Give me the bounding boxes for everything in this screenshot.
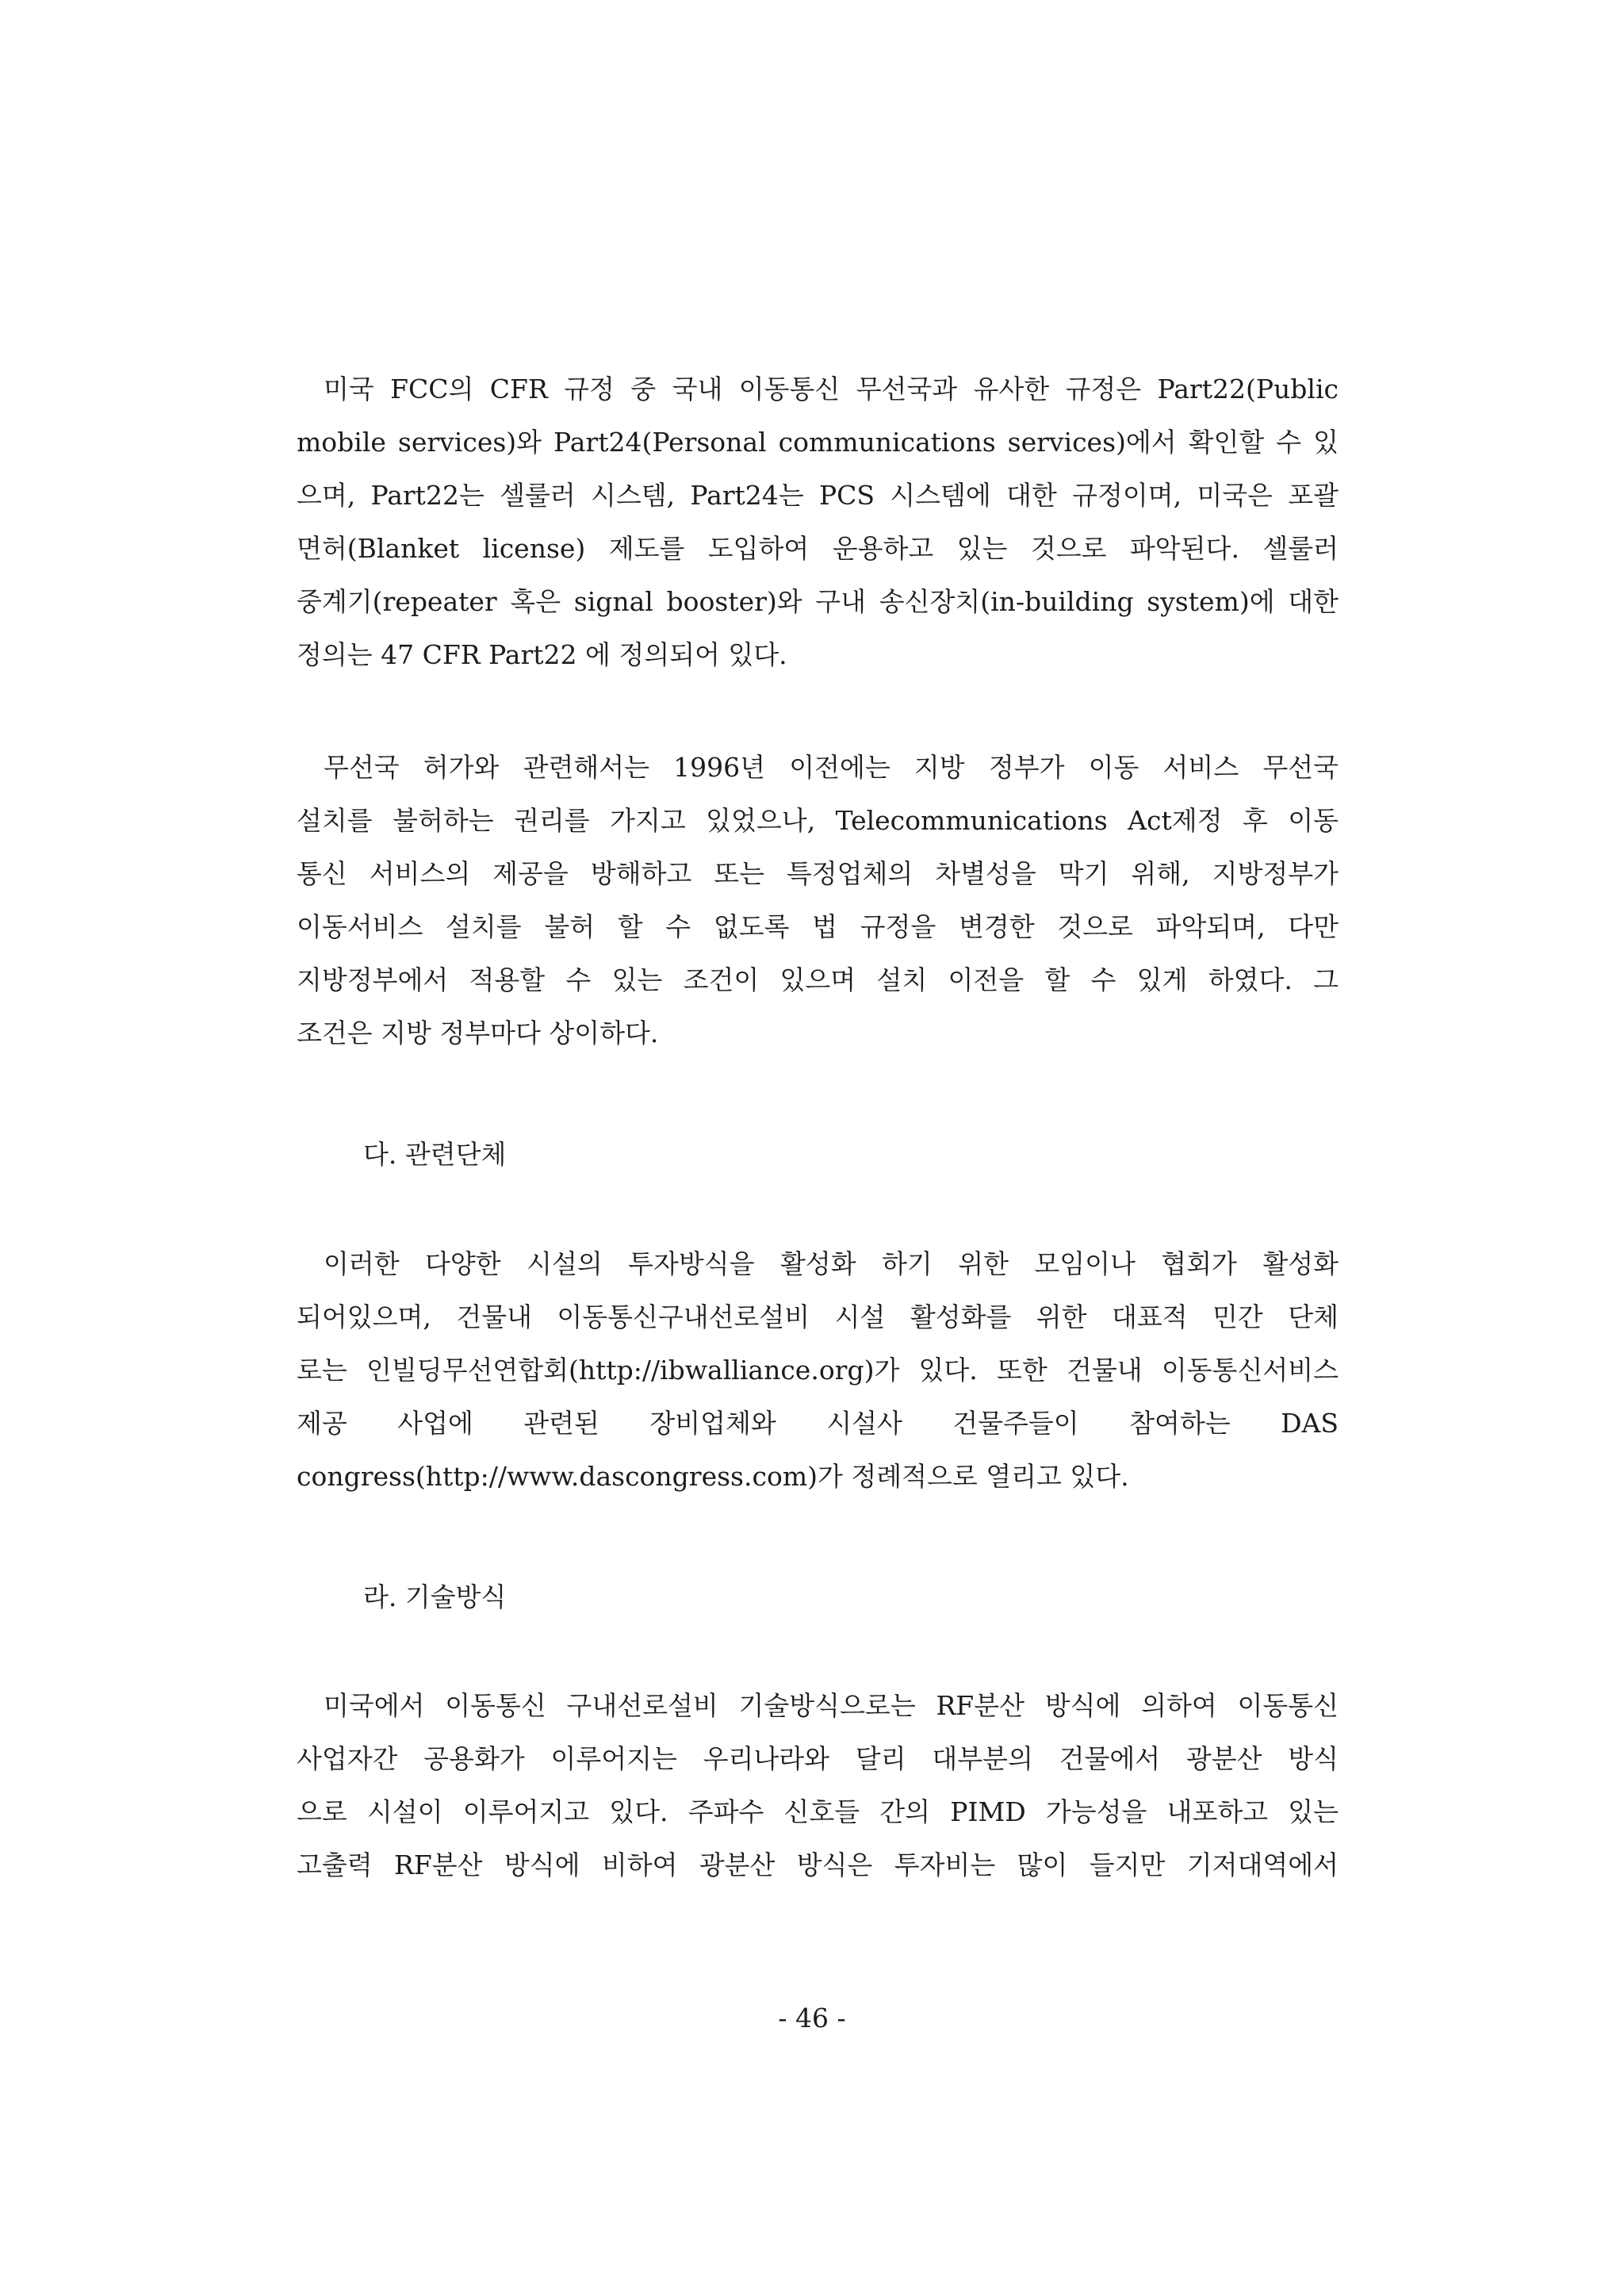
- text-line: congress(http://www.dascongress.com)가 정례적으로 열리고 있다.: [297, 1461, 1129, 1492]
- section-heading-technical-methods: 라. 기술방식: [363, 1581, 507, 1612]
- text-line: 조건은 지방 정부마다 상이하다.: [297, 1018, 659, 1048]
- text-line: 되어있으며, 건물내 이동통신구내선로설비 시설 활성화를 위한 대표적 민간 단체: [297, 1301, 1339, 1332]
- text-line: 미국에서 이동통신 구내선로설비 기술방식으로는 RF분산 방식에 의하여 이동통신: [324, 1690, 1339, 1721]
- text-line: 제공 사업에 관련된 장비업체와 시설사 건물주들이 참여하는 DAS: [297, 1408, 1339, 1439]
- text-line: 로는 인빌딩무선연합회(http://ibwalliance.org)가 있다. 또한 건물내 이동통신서비스: [297, 1355, 1339, 1386]
- text-line: 통신 서비스의 제공을 방해하고 또는 특정업체의 차별성을 막기 위해, 지방정부가: [297, 858, 1339, 889]
- paragraph-organizations: [297, 1237, 1339, 1503]
- paragraph-station-permits: [297, 741, 1339, 1060]
- text-line: mobile services)와 Part24(Personal communications services)에서 확인할 수 있: [297, 427, 1339, 458]
- page-number: - 46 -: [778, 2003, 846, 2033]
- text-line: 이러한 다양한 시설의 투자방식을 활성화 하기 위한 모임이나 협회가 활성화: [324, 1248, 1339, 1279]
- text-line: 이동서비스 설치를 불허 할 수 없도록 법 규정을 변경한 것으로 파악되며, 다만: [297, 911, 1339, 942]
- text-line: 지방정부에서 적용할 수 있는 조건이 있으며 설치 이전을 할 수 있게 하였다. 그: [297, 964, 1339, 995]
- text-line: 으며, Part22는 셀룰러 시스템, Part24는 PCS 시스템에 대한 규정이며, 미국은 포괄: [297, 480, 1339, 511]
- section-heading-related-organizations: 다. 관련단체: [363, 1139, 507, 1170]
- text-line: 무선국 허가와 관련해서는 1996년 이전에는 지방 정부가 이동 서비스 무선국: [324, 752, 1339, 783]
- text-line: 으로 시설이 이루어지고 있다. 주파수 신호들 간의 PIMD 가능성을 내포하고 있는: [297, 1796, 1339, 1827]
- text-line: 중계기(repeater 혹은 signal booster)와 구내 송신장치(in-building system)에 대한: [297, 586, 1339, 617]
- text-line: 면허(Blanket license) 제도를 도입하여 운용하고 있는 것으로 파악된다. 셀룰러: [297, 533, 1339, 564]
- text-line: 사업자간 공용화가 이루어지는 우리나라와 달리 대부분의 건물에서 광분산 방식: [297, 1743, 1339, 1774]
- text-line: 미국 FCC의 CFR 규정 중 국내 이동통신 무선국과 유사한 규정은 Part22(Public: [324, 374, 1339, 404]
- text-line: 설치를 불허하는 권리를 가지고 있었으나, Telecommunications Act제정 후 이동: [297, 805, 1339, 836]
- text-line: 고출력 RF분산 방식에 비하여 광분산 방식은 투자비는 많이 들지만 기저대역에서: [297, 1849, 1339, 1880]
- paragraph-fcc-regulations: [297, 362, 1339, 681]
- paragraph-technical-methods: [297, 1679, 1339, 1892]
- text-line: 정의는 47 CFR Part22 에 정의되어 있다.: [297, 639, 787, 670]
